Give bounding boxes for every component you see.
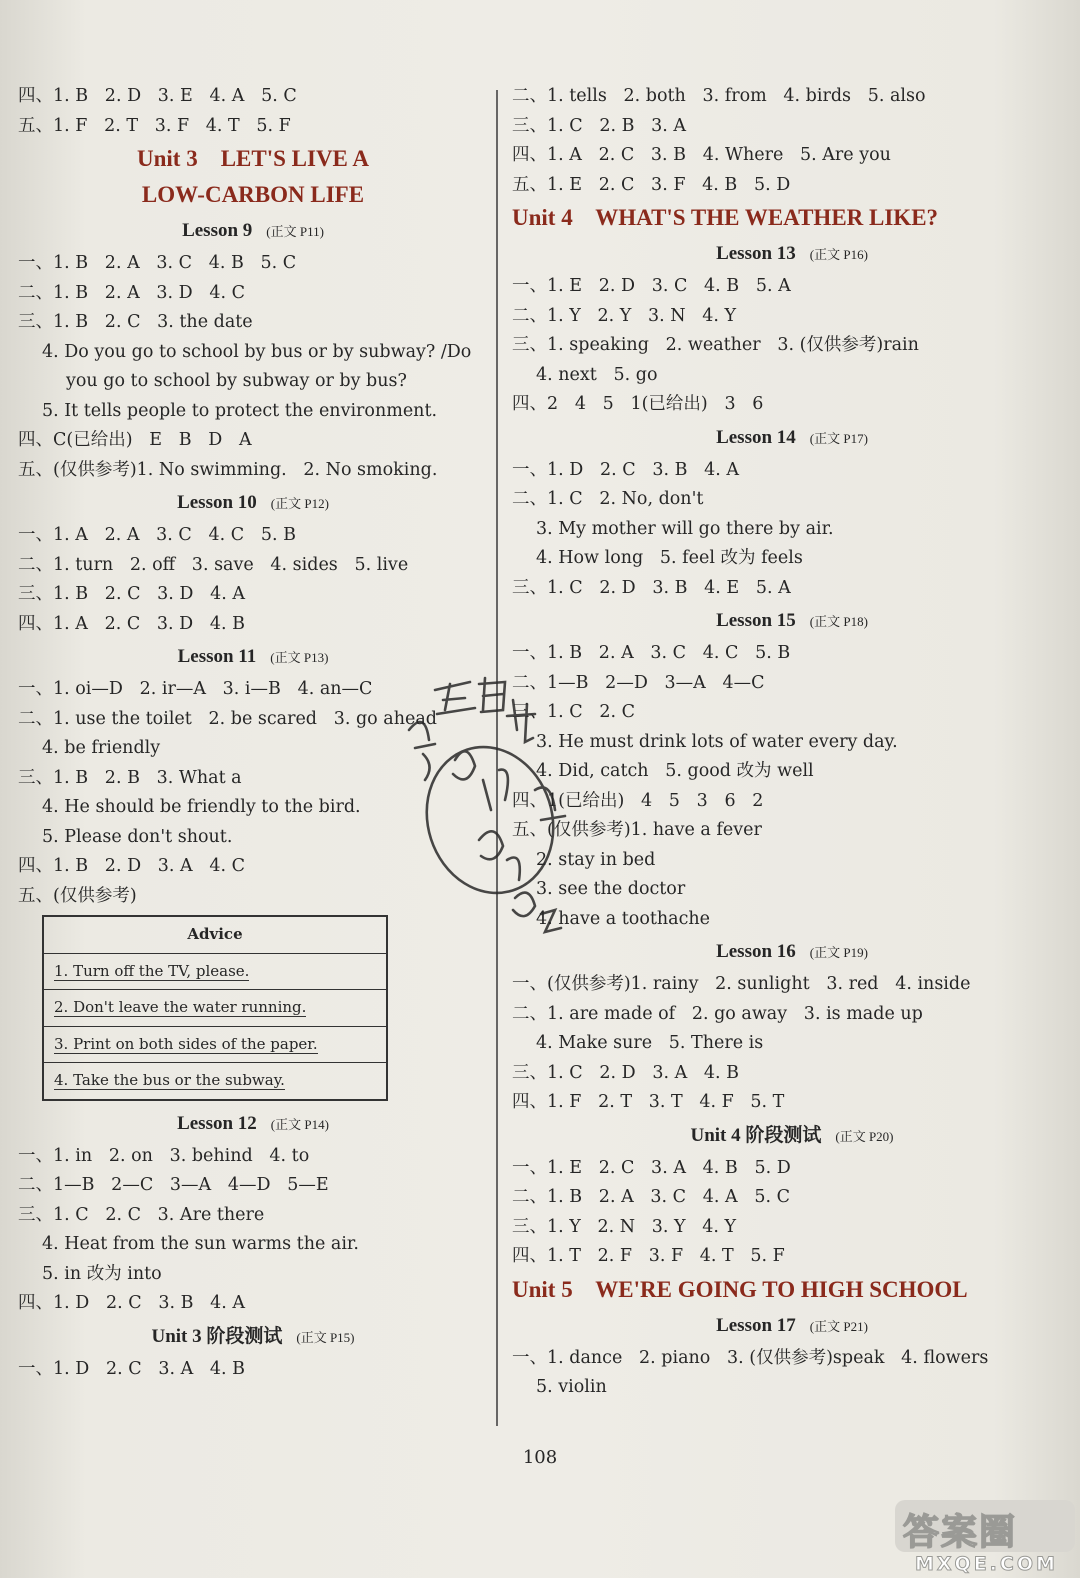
- answer-line: 3. He must drink lots of water every day.: [536, 731, 898, 752]
- answer-line: you go to school by subway or by bus?: [66, 371, 407, 391]
- answer-line: 二、1. are made of 2. go away 3. is made up: [512, 1003, 923, 1024]
- answer-line: 一、1. D 2. C 3. A 4. B: [18, 1358, 246, 1379]
- advice-row: [43, 990, 387, 1027]
- answer-line: 一、1. in 2. on 3. behind 4. to: [18, 1145, 310, 1166]
- unit5-title: Unit 5 WE'RE GOING TO HIGH SCHOOL: [512, 1276, 968, 1302]
- answer-line: 5. Please don't shout.: [42, 826, 233, 847]
- answer-line: 一、1. E 2. C 3. A 4. B 5. D: [512, 1157, 791, 1178]
- answer-line: 三、1. C 2. B 3. A: [512, 115, 687, 136]
- answer-line: 二、1. B 2. A 3. C 4. A 5. C: [512, 1187, 790, 1207]
- lesson9-heading: [18, 214, 488, 248]
- lesson12-heading: [18, 1107, 488, 1141]
- answer-line: 4. Make sure 5. There is: [536, 1033, 764, 1053]
- page-reference: (正文 P18): [809, 614, 868, 629]
- lesson-title: Lesson 16: [716, 941, 796, 962]
- page-reference: (正文 P20): [835, 1128, 894, 1144]
- answer-line: 三、1. C 2. C 3. Are there: [18, 1204, 265, 1225]
- answer-line: 四、1(已给出) 4 5 3 6 2: [512, 790, 764, 811]
- lesson-title: Lesson 15: [716, 610, 796, 631]
- page-reference: (正文 P14): [270, 1116, 329, 1132]
- answer-line: 一、1. B 2. A 3. C 4. C 5. B: [512, 643, 791, 663]
- answer-line: 3. see the doctor: [536, 879, 686, 899]
- lesson-title: Lesson 12: [177, 1112, 257, 1134]
- lesson-title: Lesson 13: [716, 243, 796, 264]
- lesson15-heading: [512, 604, 1072, 638]
- lesson10-heading: [18, 486, 488, 520]
- answer-line: 四、2 4 5 1(已给出) 3 6: [512, 394, 764, 414]
- answer-line: 五、1. F 2. T 3. F 4. T 5. F: [18, 115, 291, 136]
- lesson-title: Lesson 9: [182, 220, 253, 241]
- answer-line: 二、1. use the toilet 2. be scared 3. go ahead: [18, 708, 437, 729]
- page-reference: (正文 P12): [270, 496, 329, 511]
- answer-line: 4. Did, catch 5. good 改为 well: [536, 761, 814, 781]
- page-reference: (正文 P17): [809, 430, 868, 446]
- answer-line: 一、1. oi—D 2. ir—A 3. i—B 4. an—C: [18, 679, 373, 699]
- advice-table-header: Advice: [43, 916, 387, 953]
- answer-line: 4. be friendly: [42, 738, 161, 758]
- page-reference: (正文 P15): [296, 1329, 355, 1345]
- column-divider: [496, 90, 498, 1426]
- corner-logo-icon: [895, 1500, 1075, 1578]
- answer-line: 5. violin: [536, 1377, 607, 1397]
- answer-line: 四、1. A 2. C 3. D 4. B: [18, 613, 246, 634]
- lesson17-heading: [512, 1309, 1072, 1343]
- answer-line: 5. in 改为 into: [42, 1263, 162, 1284]
- answer-line: 四、C(已给出) E B D A: [18, 430, 252, 450]
- page-number: 108: [522, 1447, 558, 1468]
- answer-line: 二、1—B 2—D 3—A 4—C: [512, 672, 765, 693]
- answer-line: 二、1. turn 2. off 3. save 4. sides 5. live: [18, 554, 409, 575]
- lesson-title: Unit 4 阶段测试: [690, 1124, 822, 1146]
- lesson-title: Lesson 17: [716, 1314, 796, 1336]
- unit3-title-line1: Unit 3 LET'S LIVE A: [137, 146, 369, 171]
- page-reference: (正文 P21): [809, 1318, 868, 1334]
- answer-line: 三、1. B 2. C 3. the date: [18, 312, 253, 332]
- answer-line: 4. Heat from the sun warms the air.: [42, 1234, 359, 1254]
- answer-line: 4. Do you go to school by bus or by subway? /Do: [42, 341, 472, 362]
- unit3-test-heading: [18, 1320, 488, 1354]
- advice-text: 2. Don't leave the water running.: [54, 998, 307, 1016]
- answer-line: 三、1. B 2. B 3. What a: [18, 767, 242, 788]
- unit4-test-heading: [512, 1119, 1072, 1153]
- lesson-title: Lesson 10: [177, 492, 257, 513]
- unit4-title: Unit 4 WHAT'S THE WEATHER LIKE?: [512, 205, 939, 230]
- lesson13-heading: [512, 237, 1072, 271]
- answer-line: 一、(仅供参考)1. rainy 2. sunlight 3. red 4. inside: [512, 974, 971, 994]
- answer-line: 三、1. B 2. C 3. D 4. A: [18, 584, 246, 604]
- answer-line: 二、1. Y 2. Y 3. N 4. Y: [512, 305, 737, 326]
- answer-line: 三、1. C 2. D 3. A 4. B: [512, 1062, 740, 1083]
- answer-line: 5. It tells people to protect the environment.: [42, 400, 438, 421]
- lesson-title: Lesson 11: [177, 646, 257, 667]
- answer-line: 五、(仅供参考)1. No swimming. 2. No smoking.: [18, 459, 438, 480]
- answer-line: 3. My mother will go there by air.: [536, 518, 834, 539]
- answer-line: 四、1. F 2. T 3. T 4. F 5. T: [512, 1092, 785, 1112]
- lesson-title: Unit 3 阶段测试: [151, 1325, 283, 1347]
- lesson11-heading: [18, 640, 488, 674]
- advice-text: 4. Take the bus or the subway.: [54, 1071, 285, 1089]
- answer-line: 四、1. D 2. C 3. B 4. A: [18, 1293, 246, 1313]
- answer-line: 一、1. dance 2. piano 3. (仅供参考)speak 4. flowers: [512, 1347, 989, 1368]
- advice-table: [42, 915, 388, 1101]
- answer-line: 三、1. Y 2. N 3. Y 4. Y: [512, 1216, 737, 1237]
- answer-line: 四、1. A 2. C 3. B 4. Where 5. Are you: [512, 145, 891, 165]
- advice-text: 3. Print on both sides of the paper.: [54, 1034, 318, 1053]
- answer-line: 五、(仅供参考)1. have a fever: [512, 820, 762, 840]
- advice-text: 1. Turn off the TV, please.: [54, 961, 250, 980]
- answer-line: 三、1. C 2. D 3. B 4. E 5. A: [512, 577, 791, 598]
- answer-line: 二、1. tells 2. both 3. from 4. birds 5. also: [512, 86, 926, 106]
- page-reference: (正文 P13): [270, 650, 329, 665]
- right-column: [512, 82, 1072, 1403]
- answer-line: 四、1. B 2. D 3. A 4. C: [18, 856, 246, 876]
- answer-line: 4. He should be friendly to the bird.: [42, 797, 361, 817]
- advice-row: [43, 1063, 387, 1100]
- answer-line: 一、1. E 2. D 3. C 4. B 5. A: [512, 276, 791, 296]
- left-column: [18, 82, 488, 1384]
- answer-line: 三、1. speaking 2. weather 3. (仅供参考)rain: [512, 335, 919, 355]
- answer-line: 二、1—B 2—C 3—A 4—D 5—E: [18, 1175, 329, 1195]
- logo-glyphs: 答案圈: [903, 1512, 1018, 1553]
- page-reference: (正文 P19): [809, 945, 868, 960]
- answer-line: 4. next 5. go: [536, 364, 658, 385]
- page-reference: (正文 P11): [266, 224, 324, 239]
- page-reference: (正文 P16): [809, 247, 868, 262]
- answer-line: 2. stay in bed: [536, 849, 656, 870]
- advice-row: [43, 1026, 387, 1063]
- answer-line: 四、1. B 2. D 3. E 4. A 5. C: [18, 86, 297, 106]
- answer-line: 一、1. B 2. A 3. C 4. B 5. C: [18, 253, 297, 273]
- lesson14-heading: [512, 421, 1072, 455]
- answer-line: 一、1. A 2. A 3. C 4. C 5. B: [18, 525, 296, 545]
- logo-site: MXQE.COM: [915, 1553, 1058, 1575]
- answer-line: 五、1. E 2. C 3. F 4. B 5. D: [512, 174, 791, 195]
- answer-line: 五、(仅供参考): [18, 885, 137, 906]
- answer-line: 二、1. B 2. A 3. D 4. C: [18, 282, 246, 303]
- answer-line: 一、1. D 2. C 3. B 4. A: [512, 459, 740, 480]
- answer-line: 三、1. C 2. C: [512, 702, 635, 722]
- answer-line: 四、1. T 2. F 3. F 4. T 5. F: [512, 1246, 785, 1266]
- advice-row: [43, 953, 387, 990]
- answer-line: 4. How long 5. feel 改为 feels: [536, 548, 803, 568]
- unit3-title-line2: LOW-CARBON LIFE: [141, 182, 365, 207]
- lesson-title: Lesson 14: [716, 426, 796, 448]
- lesson16-heading: [512, 935, 1072, 969]
- answer-line: 二、1. C 2. No, don't: [512, 489, 704, 509]
- answer-line: 4. have a toothache: [536, 908, 711, 929]
